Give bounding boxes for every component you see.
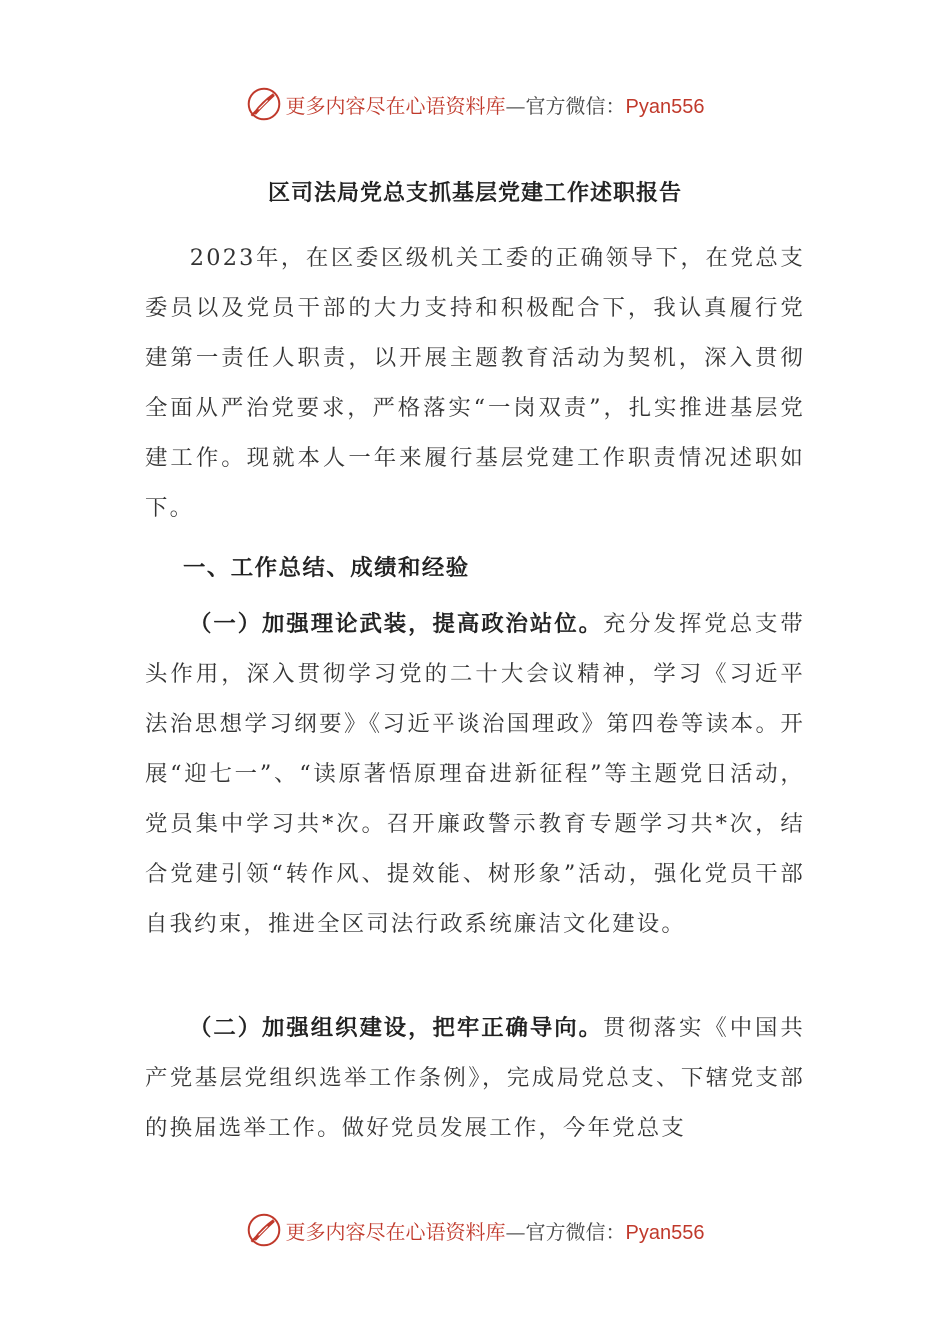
item-body-2: 贯彻落实《中国共产党基层党组织选举工作条例》，完成局党总支、下辖党支部的换届选举工作。做好党员发展工作，今年党总支 xyxy=(145,1015,805,1141)
watermark-top xyxy=(0,84,950,124)
pen-nib-logo-icon xyxy=(246,86,282,122)
watermark-site-text: 更多内容尽在心语资料库 xyxy=(285,1219,506,1244)
item-lead-2: （二）加强组织建设，把牢正确导向。 xyxy=(189,1015,603,1041)
watermark-separator: — xyxy=(505,1219,526,1244)
intro-paragraph: 2023年，在区委区级机关工委的正确领导下，在党总支委员以及党员干部的大力支持和积极配合下，我认真履行党建第一责任人职责，以开展主题教育活动为契机，深入贯彻全面从严治党要求，严格落实“一岗双责”，扎实推进基层党建工作。现就本人一年来履行基层党建工作职责情况述职如下。 xyxy=(145,245,805,521)
watermark-label: 官方微信： xyxy=(525,1219,626,1244)
document-title: 区司法局党总支抓基层党建工作述职报告 xyxy=(267,180,682,206)
watermark-text xyxy=(286,90,705,119)
watermark-separator: — xyxy=(505,93,526,118)
watermark-wechat-id: Pyan556 xyxy=(625,1221,705,1244)
item-paragraph-2 xyxy=(145,1003,805,1153)
pen-nib-logo-icon xyxy=(246,1212,282,1248)
watermark-label: 官方微信： xyxy=(525,93,626,118)
item-lead-1: （一）加强理论武装，提高政治站位。 xyxy=(189,611,603,637)
watermark-text xyxy=(286,1216,705,1245)
watermark-bottom xyxy=(0,1210,950,1250)
item-paragraph-1 xyxy=(145,599,805,949)
watermark-wechat-id: Pyan556 xyxy=(625,95,705,118)
section-heading: 一、工作总结、成绩和经验 xyxy=(183,555,470,581)
item-body-1: 充分发挥党总支带头作用，深入贯彻学习党的二十大会议精神，学习《习近平法治思想学习纲要》《习近平谈治国理政》第四卷等读本。开展“迎七一”、“读原著悟原理奋进新征程”等主题党日活动，党员集中学习共*次。召开廉政警示教育专题学习共*次，结合党建引领“转作风、提效能、树形象”活动，强化党员干部自我约束，推进全区司法行政系统廉洁文化建设。 xyxy=(145,611,805,937)
watermark-site-text: 更多内容尽在心语资料库 xyxy=(285,93,506,118)
